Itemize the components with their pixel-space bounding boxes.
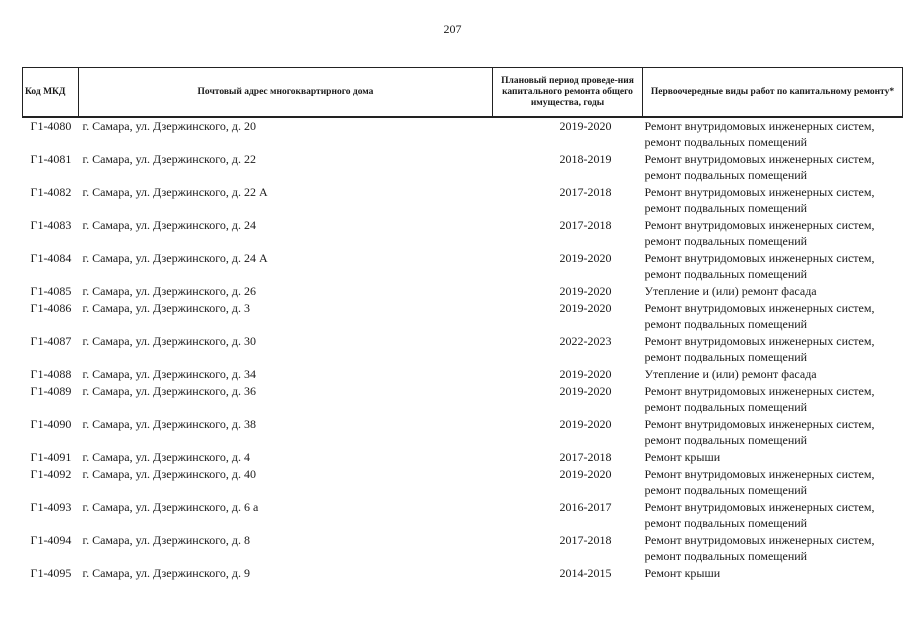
cell-address: г. Самара, ул. Дзержинского, д. 3 <box>82 301 250 315</box>
cell-works: Ремонт внутридомовых инженерных систем, ремонт подвальных помещений <box>644 500 875 530</box>
cell-address: г. Самара, ул. Дзержинского, д. 22 <box>82 152 256 166</box>
header-period: Плановый период проведе-ния капитального ремонта общего имущества, годы <box>493 68 643 118</box>
header-code: Код МКД <box>23 68 79 118</box>
cell-address: г. Самара, ул. Дзержинского, д. 6 а <box>82 500 259 514</box>
cell-works: Ремонт внутридомовых инженерных систем, ремонт подвальных помещений <box>644 384 875 414</box>
cell-period: 2014-2015 <box>559 566 612 580</box>
table-row <box>23 283 903 300</box>
cell-address: г. Самара, ул. Дзержинского, д. 8 <box>82 533 250 547</box>
cell-address: г. Самара, ул. Дзержинского, д. 30 <box>82 334 256 348</box>
cell-period: 2019-2020 <box>559 119 612 133</box>
cell-period: 2019-2020 <box>559 367 612 381</box>
cell-works: Ремонт внутридомовых инженерных систем, ремонт подвальных помещений <box>644 152 875 182</box>
cell-works: Ремонт внутридомовых инженерных систем, ремонт подвальных помещений <box>644 334 875 364</box>
cell-works: Ремонт крыши <box>644 566 721 580</box>
cell-code: Г1-4087 <box>30 334 72 348</box>
cell-period: 2019-2020 <box>559 467 612 481</box>
cell-code: Г1-4085 <box>30 284 72 298</box>
cell-period: 2017-2018 <box>559 450 612 464</box>
cell-period: 2017-2018 <box>559 533 612 547</box>
table-row <box>23 449 903 466</box>
table-row <box>23 366 903 383</box>
cell-works: Ремонт внутридомовых инженерных систем, ремонт подвальных помещений <box>644 533 875 563</box>
cell-code: Г1-4080 <box>30 119 72 133</box>
cell-works: Ремонт внутридомовых инженерных систем, ремонт подвальных помещений <box>644 301 875 331</box>
cell-code: Г1-4091 <box>30 450 72 464</box>
cell-period: 2019-2020 <box>559 417 612 431</box>
cell-code: Г1-4088 <box>30 367 72 381</box>
cell-works: Ремонт внутридомовых инженерных систем, ремонт подвальных помещений <box>644 467 875 497</box>
table-row <box>23 151 903 184</box>
cell-code: Г1-4083 <box>30 218 72 232</box>
cell-address: г. Самара, ул. Дзержинского, д. 4 <box>82 450 250 464</box>
cell-address: г. Самара, ул. Дзержинского, д. 40 <box>82 467 256 481</box>
cell-address: г. Самара, ул. Дзержинского, д. 38 <box>82 417 256 431</box>
table-row <box>23 532 903 565</box>
cell-works: Ремонт внутридомовых инженерных систем, ремонт подвальных помещений <box>644 185 875 215</box>
cell-period: 2016-2017 <box>559 500 612 514</box>
cell-works: Ремонт внутридомовых инженерных систем, ремонт подвальных помещений <box>644 251 875 281</box>
table-row <box>23 466 903 499</box>
table-row <box>23 217 903 250</box>
table-row <box>23 565 903 582</box>
cell-works: Утепление и (или) ремонт фасада <box>644 284 817 298</box>
table-row <box>23 117 903 151</box>
cell-code: Г1-4094 <box>30 533 72 547</box>
cell-code: Г1-4095 <box>30 566 72 580</box>
cell-code: Г1-4092 <box>30 467 72 481</box>
cell-period: 2022-2023 <box>559 334 612 348</box>
table-row <box>23 300 903 333</box>
cell-address: г. Самара, ул. Дзержинского, д. 24 А <box>82 251 268 265</box>
table-row <box>23 383 903 416</box>
table-body <box>23 117 903 582</box>
cell-address: г. Самара, ул. Дзержинского, д. 36 <box>82 384 256 398</box>
cell-works: Ремонт крыши <box>644 450 721 464</box>
table-header-row <box>23 68 903 118</box>
table-header <box>23 68 903 118</box>
cell-code: Г1-4081 <box>30 152 72 166</box>
cell-code: Г1-4084 <box>30 251 72 265</box>
cell-period: 2018-2019 <box>559 152 612 166</box>
cell-code: Г1-4086 <box>30 301 72 315</box>
cell-works: Ремонт внутридомовых инженерных систем, ремонт подвальных помещений <box>644 417 875 447</box>
cell-address: г. Самара, ул. Дзержинского, д. 24 <box>82 218 256 232</box>
cell-works: Утепление и (или) ремонт фасада <box>644 367 817 381</box>
cell-address: г. Самара, ул. Дзержинского, д. 34 <box>82 367 256 381</box>
table-row <box>23 416 903 449</box>
cell-code: Г1-4082 <box>30 185 72 199</box>
cell-period: 2019-2020 <box>559 301 612 315</box>
cell-works: Ремонт внутридомовых инженерных систем, ремонт подвальных помещений <box>644 218 875 248</box>
cell-period: 2019-2020 <box>559 284 612 298</box>
table-row <box>23 499 903 532</box>
table-row <box>23 250 903 283</box>
table-row <box>23 184 903 217</box>
header-address: Почтовый адрес многоквартирного дома <box>79 68 493 118</box>
cell-address: г. Самара, ул. Дзержинского, д. 26 <box>82 284 256 298</box>
cell-works: Ремонт внутридомовых инженерных систем, ремонт подвальных помещений <box>644 119 875 149</box>
cell-period: 2019-2020 <box>559 251 612 265</box>
cell-period: 2017-2018 <box>559 218 612 232</box>
cell-address: г. Самара, ул. Дзержинского, д. 22 А <box>82 185 268 199</box>
cell-code: Г1-4093 <box>30 500 72 514</box>
page-number: 207 <box>443 22 462 36</box>
table-row <box>23 333 903 366</box>
cell-code: Г1-4089 <box>30 384 72 398</box>
cell-address: г. Самара, ул. Дзержинского, д. 20 <box>82 119 256 133</box>
cell-period: 2019-2020 <box>559 384 612 398</box>
cell-code: Г1-4090 <box>30 417 72 431</box>
capital-repair-table <box>22 67 903 582</box>
cell-address: г. Самара, ул. Дзержинского, д. 9 <box>82 566 250 580</box>
header-works: Первоочередные виды работ по капитальному ремонту* <box>643 68 903 118</box>
cell-period: 2017-2018 <box>559 185 612 199</box>
